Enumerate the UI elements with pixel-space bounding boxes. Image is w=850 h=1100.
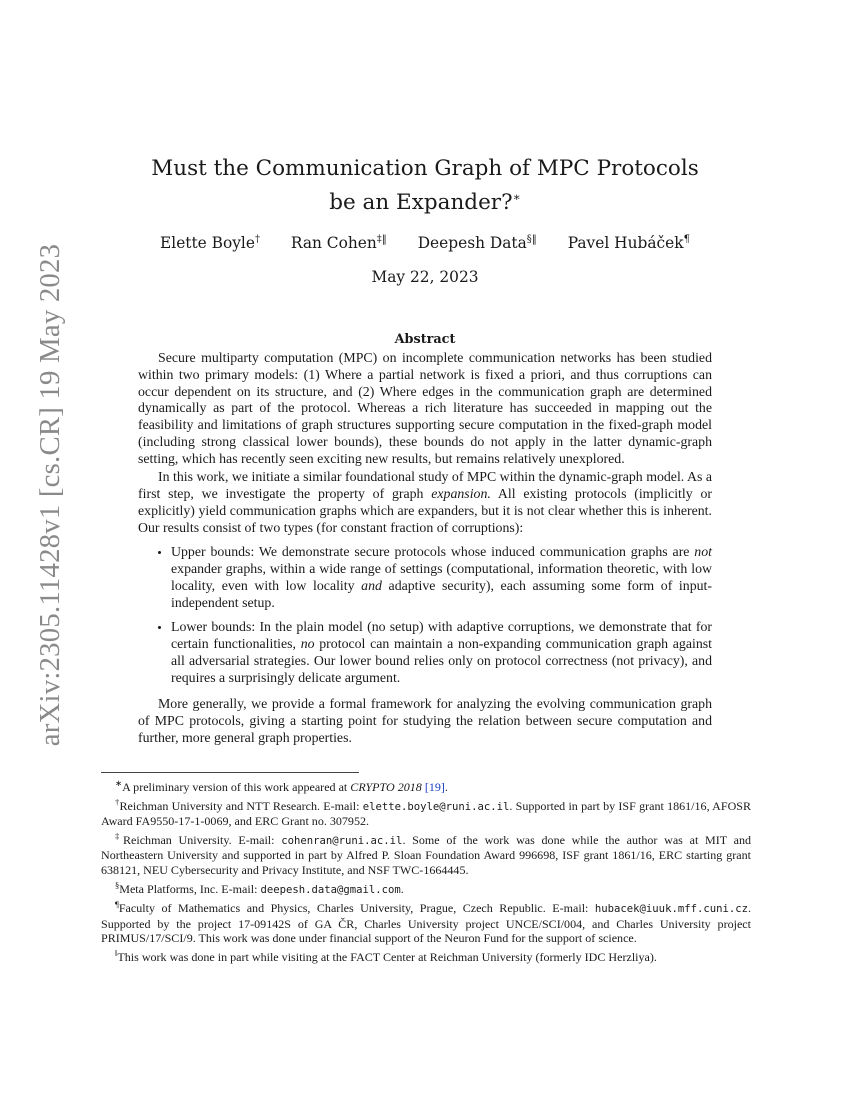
paper-title [0,154,850,217]
abstract-body [138,350,712,747]
results-list [138,544,712,686]
author-list [0,234,850,252]
paper-date: May 22, 2023 [371,268,479,286]
abstract-paragraph-1: Secure multiparty computation (MPC) on incomplete communication networks has been studied within two primary models: (1) Where a partial network is fixed a priori, and thus corruptions can occur dependent on its structure, and (2) Where edges in the communication graph are determined dynamically as part of the protocol. Whereas a rich literature has succeeded in mapping out the feasibility and limitations of graph structures supporting secure computation in the fixed-graph model (including strong classical lower bounds), these bounds do not apply in the latter dynamic-graph setting, which has recently seen exciting new results, but remains relatively unexplored. [138,350,712,466]
footnote-3: ‡Reichman University. E-mail: cohenran@runi.ac.il. Some of the work was done while the author was at MIT and Northeastern University and supported in part by Alfred P. Sloan Foundation Award 996698, ISF grant 1861/16, ERC starting grant 638121, NEU Cybersecurity and Privacy Institute, and NSF TWC-1664445. [101,830,752,878]
email-address: hubacek@iuuk.mff.cuni.cz [594,903,748,916]
list-item-upper-bounds: • Upper bounds: We demonstrate secure protocols whose induced communication graphs are not expander graphs, within a wide range of settings (computational, information theoretic, with low locality, even with low locality and adaptive security), each assuming some form of input-independent setup. [171,544,712,611]
arxiv-identifier: arXiv:2305.11428v1 [cs.CR] 19 May 2023 [34,243,66,747]
footnote-5: ¶Faculty of Mathematics and Physics, Charles University, Prague, Czech Republic. E-mail: hubacek@iuuk.mff.cuni.cz. Supported by the project 17-09142S of GA ČR, Charles University project UNCE/SCI/004, and Charles University project PRIMUS/17/SCI/9. This work was done under financial support of the Neuron Fund for the support of science. [101,899,751,946]
footnote-4: §Meta Platforms, Inc. E-mail: deepesh.data@gmail.com. [115,879,404,896]
abstract-paragraph-3: More generally, we provide a formal framework for analyzing the evolving communication graph of MPC protocols, giving a starting point for studying the relation between secure computation and further, more general graph properties. [138,696,712,745]
title-line-1: Must the Communication Graph of MPC Protocols [151,156,699,181]
author: Pavel Hubáček¶ [567,234,690,253]
abstract-paragraph-2: In this work, we initiate a similar foundational study of MPC within the dynamic-graph model. As a first step, we investigate the property of graph expansion. All existing protocols (implicitly or explicitly) yield communication graphs which are expanders, but it is not clear whether this is inherent. Our results consist of two types (for constant fraction of corruptions): [138,469,712,535]
author: Ran Cohen‡‖ [290,234,387,253]
author: Elette Boyle† [160,234,260,253]
title-line-2: be an Expander?∗ [329,190,521,216]
footnote-6: ‖This work was done in part while visiting at the FACT Center at Reichman University (formerly IDC Herzliya). [115,948,657,965]
footnotes [101,776,751,965]
footnote-2: †Reichman University and NTT Research. E-mail: elette.boyle@runi.ac.il. Supported in part by ISF grant 1861/16, AFOSR Award FA9550-17-1-0069, and ERC Grant no. 307952. [101,796,752,829]
author: Deepesh Data§‖ [417,234,537,253]
footnote-1: ∗A preliminary version of this work appeared at CRYPTO 2018 [19]. [115,778,448,795]
abstract-heading: Abstract [394,332,456,347]
email-address: elette.boyle@runi.ac.il [362,800,510,813]
citation-link[interactable]: [19] [424,780,445,795]
email-address: deepesh.data@gmail.com [260,883,401,896]
footnote-divider [101,772,359,773]
title-footnote-mark: ∗ [512,190,521,204]
email-address: cohenran@runi.ac.il [281,834,403,847]
list-item-lower-bounds: • Lower bounds: In the plain model (no setup) with adaptive corruptions, we demonstrate that for certain functionalities, no protocol can maintain a non-expanding communication graph against all adversarial strategies. Our lower bound relies only on protocol correctness (not privacy), and requires a surprisingly delicate argument. [171,619,712,686]
